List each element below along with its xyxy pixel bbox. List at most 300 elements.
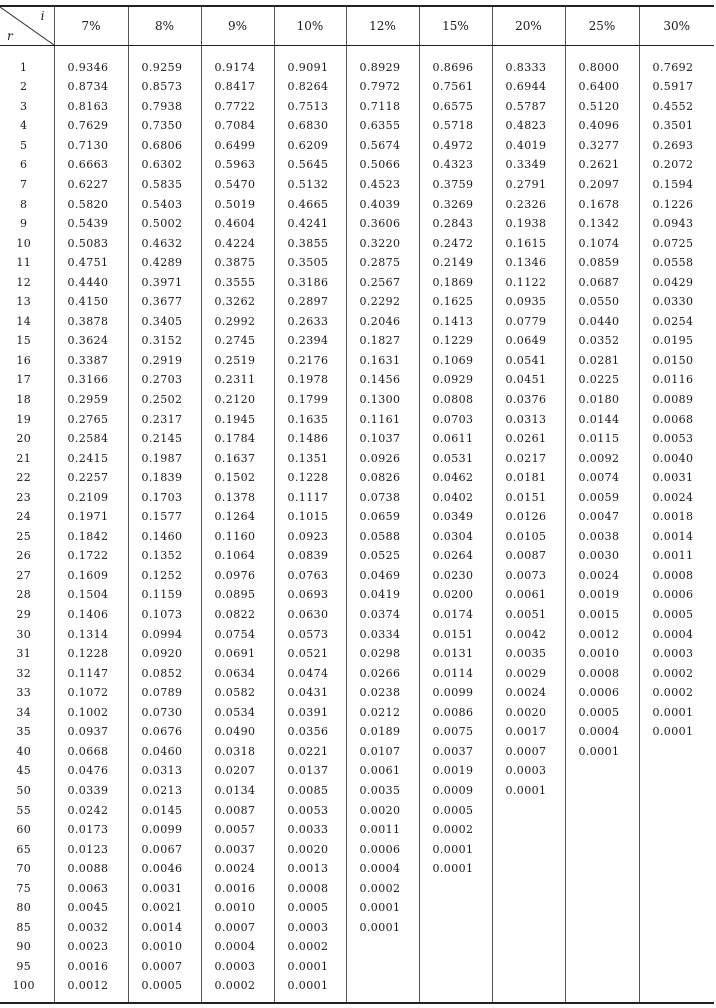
factor-cell: 0.0826 <box>346 468 419 488</box>
factor-cell: 0.7972 <box>346 77 419 97</box>
period-cell: 60 <box>16 823 32 837</box>
factor-cell <box>565 937 639 957</box>
period-cell: 95 <box>16 959 32 973</box>
factor-cell: 0.0738 <box>346 487 419 507</box>
table-row <box>0 742 714 762</box>
factor-cell: 0.1159 <box>128 585 201 605</box>
factor-cell: 0.0024 <box>201 859 274 879</box>
factor-cell: 0.4323 <box>419 155 492 175</box>
period-cell: 11 <box>16 256 32 270</box>
period-cell: 16 <box>16 353 32 367</box>
table-row <box>0 644 714 664</box>
factor-cell: 0.4665 <box>274 194 346 214</box>
factor-cell: 0.0002 <box>639 663 714 683</box>
factor-cell: 0.4632 <box>128 233 201 253</box>
period-cell: 15 <box>16 334 32 348</box>
factor-cell: 0.0031 <box>128 878 201 898</box>
factor-cell <box>565 976 639 1003</box>
factor-cell <box>639 898 714 918</box>
factor-cell: 0.0002 <box>346 878 419 898</box>
table-row <box>0 605 714 625</box>
factor-cell: 0.2745 <box>201 331 274 351</box>
factor-cell <box>492 898 565 918</box>
factor-cell: 0.4039 <box>346 194 419 214</box>
factor-cell <box>565 918 639 938</box>
factor-cell: 0.0092 <box>565 448 639 468</box>
factor-cell: 0.2326 <box>492 194 565 214</box>
factor-cell: 0.0105 <box>492 527 565 547</box>
factor-cell: 0.2097 <box>565 175 639 195</box>
factor-cell: 0.0010 <box>201 898 274 918</box>
factor-cell: 0.0754 <box>201 624 274 644</box>
factor-cell: 0.0087 <box>201 800 274 820</box>
factor-cell: 0.1460 <box>128 527 201 547</box>
factor-cell: 0.7130 <box>54 136 128 156</box>
factor-cell: 0.0009 <box>419 781 492 801</box>
factor-cell: 0.3501 <box>639 116 714 136</box>
period-cell: 17 <box>16 373 32 387</box>
period-cell: 55 <box>16 803 32 817</box>
factor-cell: 0.2703 <box>128 370 201 390</box>
factor-cell <box>639 820 714 840</box>
factor-cell: 0.0134 <box>201 781 274 801</box>
period-cell: 45 <box>16 764 32 778</box>
factor-cell: 0.0173 <box>54 820 128 840</box>
period-cell: 23 <box>16 490 32 504</box>
factor-cell: 0.0451 <box>492 370 565 390</box>
factor-cell: 0.8163 <box>54 97 128 117</box>
factor-cell: 0.3262 <box>201 292 274 312</box>
factor-cell: 0.0895 <box>201 585 274 605</box>
factor-cell: 0.7118 <box>346 97 419 117</box>
factor-cell: 0.1264 <box>201 507 274 527</box>
factor-cell: 0.8573 <box>128 77 201 97</box>
factor-cell: 0.6302 <box>128 155 201 175</box>
period-cell: 10 <box>16 236 32 250</box>
factor-cell: 0.0012 <box>565 624 639 644</box>
table-row <box>0 781 714 801</box>
factor-cell: 0.0031 <box>639 468 714 488</box>
factor-cell: 0.0150 <box>639 351 714 371</box>
factor-cell: 0.0131 <box>419 644 492 664</box>
factor-cell: 0.0007 <box>128 957 201 977</box>
factor-cell <box>639 976 714 1003</box>
table-row <box>0 155 714 175</box>
factor-cell <box>419 937 492 957</box>
factor-cell: 0.0016 <box>54 957 128 977</box>
factor-cell: 0.3405 <box>128 312 201 332</box>
table-row <box>0 898 714 918</box>
factor-cell <box>639 781 714 801</box>
factor-cell: 0.0440 <box>565 312 639 332</box>
table-row <box>0 703 714 723</box>
factor-cell: 0.1678 <box>565 194 639 214</box>
table-row <box>0 566 714 586</box>
factor-cell: 0.0099 <box>419 683 492 703</box>
factor-cell: 0.2633 <box>274 312 346 332</box>
factor-cell: 0.0145 <box>128 800 201 820</box>
factor-cell: 0.0151 <box>419 624 492 644</box>
factor-cell: 0.0217 <box>492 448 565 468</box>
factor-cell: 0.0474 <box>274 663 346 683</box>
factor-cell: 0.6209 <box>274 136 346 156</box>
factor-cell: 0.1869 <box>419 272 492 292</box>
factor-cell: 0.3349 <box>492 155 565 175</box>
factor-cell: 0.0001 <box>419 859 492 879</box>
factor-cell: 0.0151 <box>492 487 565 507</box>
factor-cell: 0.0038 <box>565 527 639 547</box>
factor-cell: 0.0001 <box>419 839 492 859</box>
factor-cell: 0.0476 <box>54 761 128 781</box>
factor-cell <box>419 918 492 938</box>
table-row <box>0 507 714 527</box>
factor-cell: 0.8333 <box>492 46 565 78</box>
factor-cell: 0.1228 <box>54 644 128 664</box>
factor-cell: 0.0008 <box>565 663 639 683</box>
factor-cell: 0.2311 <box>201 370 274 390</box>
factor-cell <box>346 957 419 977</box>
period-cell: 14 <box>16 314 32 328</box>
factor-cell: 0.7938 <box>128 97 201 117</box>
factor-cell <box>639 878 714 898</box>
factor-cell: 0.6227 <box>54 175 128 195</box>
factor-cell <box>639 937 714 957</box>
factor-cell: 0.0004 <box>639 624 714 644</box>
factor-cell: 0.4096 <box>565 116 639 136</box>
factor-cell: 0.0024 <box>565 566 639 586</box>
factor-cell: 0.0002 <box>419 820 492 840</box>
factor-cell: 0.0462 <box>419 468 492 488</box>
factor-cell: 0.1827 <box>346 331 419 351</box>
factor-cell: 0.8734 <box>54 77 128 97</box>
factor-cell: 0.0534 <box>201 703 274 723</box>
factor-cell: 0.0021 <box>128 898 201 918</box>
period-cell: 8 <box>20 197 28 211</box>
period-cell: 5 <box>20 138 28 152</box>
factor-cell: 0.1413 <box>419 312 492 332</box>
factor-cell: 0.6575 <box>419 97 492 117</box>
factor-cell: 0.0703 <box>419 409 492 429</box>
factor-cell: 0.2843 <box>419 214 492 234</box>
factor-cell: 0.0020 <box>274 839 346 859</box>
factor-cell: 0.3269 <box>419 194 492 214</box>
factor-cell: 0.6806 <box>128 136 201 156</box>
factor-cell: 0.0051 <box>492 605 565 625</box>
table-row <box>0 175 714 195</box>
factor-cell <box>565 781 639 801</box>
period-cell: 70 <box>16 862 32 876</box>
factor-cell <box>639 800 714 820</box>
factor-cell: 0.0099 <box>128 820 201 840</box>
factor-cell: 0.0020 <box>492 703 565 723</box>
table-row <box>0 272 714 292</box>
factor-cell: 0.0929 <box>419 370 492 390</box>
factor-cell: 0.0808 <box>419 390 492 410</box>
factor-cell: 0.0225 <box>565 370 639 390</box>
factor-cell: 0.0024 <box>639 487 714 507</box>
table-row <box>0 448 714 468</box>
factor-cell <box>565 957 639 977</box>
factor-cell: 0.2046 <box>346 312 419 332</box>
table-row <box>0 194 714 214</box>
period-cell: 19 <box>16 412 32 426</box>
factor-cell: 0.0230 <box>419 566 492 586</box>
column-header: 10% <box>274 6 346 46</box>
corner-label-i: i <box>40 9 45 23</box>
factor-cell: 0.0352 <box>565 331 639 351</box>
factor-cell: 0.8929 <box>346 46 419 78</box>
table-row <box>0 761 714 781</box>
factor-cell: 0.0469 <box>346 566 419 586</box>
factor-cell: 0.0298 <box>346 644 419 664</box>
factor-cell: 0.0266 <box>346 663 419 683</box>
factor-cell: 0.0063 <box>54 878 128 898</box>
period-cell: 33 <box>16 686 32 700</box>
factor-cell: 0.0137 <box>274 761 346 781</box>
factor-cell: 0.4552 <box>639 97 714 117</box>
factor-cell: 0.2693 <box>639 136 714 156</box>
factor-cell: 0.1037 <box>346 429 419 449</box>
factor-cell <box>565 820 639 840</box>
period-cell: 13 <box>16 295 32 309</box>
factor-cell: 0.3505 <box>274 253 346 273</box>
factor-cell <box>492 859 565 879</box>
factor-cell: 0.6400 <box>565 77 639 97</box>
column-header: 7% <box>54 6 128 46</box>
factor-cell: 0.1609 <box>54 566 128 586</box>
period-cell: 29 <box>16 608 32 622</box>
factor-cell: 0.7350 <box>128 116 201 136</box>
factor-cell: 0.0003 <box>639 644 714 664</box>
factor-cell: 0.5963 <box>201 155 274 175</box>
factor-cell: 0.0189 <box>346 722 419 742</box>
factor-cell: 0.1978 <box>274 370 346 390</box>
factor-cell: 0.0180 <box>565 390 639 410</box>
factor-cell: 0.1351 <box>274 448 346 468</box>
table-row <box>0 918 714 938</box>
factor-cell: 0.0402 <box>419 487 492 507</box>
factor-cell: 0.2992 <box>201 312 274 332</box>
factor-cell: 0.0460 <box>128 742 201 762</box>
period-cell: 1 <box>20 61 28 74</box>
table-row <box>0 214 714 234</box>
factor-cell: 0.0005 <box>419 800 492 820</box>
factor-cell: 0.0004 <box>346 859 419 879</box>
factor-cell: 0.0318 <box>201 742 274 762</box>
table-row <box>0 487 714 507</box>
factor-cell: 0.0789 <box>128 683 201 703</box>
factor-cell: 0.0725 <box>639 233 714 253</box>
present-value-factor-table <box>0 5 714 1004</box>
factor-cell: 0.6499 <box>201 136 274 156</box>
factor-cell: 0.1631 <box>346 351 419 371</box>
factor-cell <box>639 918 714 938</box>
table-row <box>0 77 714 97</box>
factor-cell: 0.0011 <box>346 820 419 840</box>
factor-cell: 0.1938 <box>492 214 565 234</box>
table-row <box>0 429 714 449</box>
period-cell: 28 <box>16 588 32 602</box>
factor-cell: 0.0019 <box>419 761 492 781</box>
factor-cell: 0.0042 <box>492 624 565 644</box>
factor-cell <box>419 976 492 1003</box>
factor-cell: 0.1073 <box>128 605 201 625</box>
factor-cell: 0.0356 <box>274 722 346 742</box>
factor-cell <box>419 957 492 977</box>
table-row <box>0 468 714 488</box>
factor-cell: 0.0200 <box>419 585 492 605</box>
factor-cell: 0.3875 <box>201 253 274 273</box>
table-row <box>0 722 714 742</box>
factor-cell: 0.3855 <box>274 233 346 253</box>
table-row <box>0 546 714 566</box>
period-cell: 20 <box>16 432 32 446</box>
column-header: 15% <box>419 6 492 46</box>
factor-cell: 0.1229 <box>419 331 492 351</box>
period-cell: 75 <box>16 881 32 895</box>
factor-cell: 0.1228 <box>274 468 346 488</box>
factor-cell <box>492 918 565 938</box>
factor-cell: 0.2502 <box>128 390 201 410</box>
factor-cell: 0.0763 <box>274 566 346 586</box>
factor-cell: 0.1594 <box>639 175 714 195</box>
factor-cell: 0.5132 <box>274 175 346 195</box>
period-cell: 22 <box>16 471 32 485</box>
factor-cell: 0.1625 <box>419 292 492 312</box>
factor-cell: 0.0047 <box>565 507 639 527</box>
factor-cell: 0.5439 <box>54 214 128 234</box>
factor-cell: 0.0181 <box>492 468 565 488</box>
factor-cell: 0.0013 <box>274 859 346 879</box>
table-row <box>0 390 714 410</box>
period-cell: 7 <box>20 178 28 191</box>
factor-cell: 0.0261 <box>492 429 565 449</box>
period-cell: 12 <box>16 275 32 289</box>
factor-cell <box>419 878 492 898</box>
factor-cell: 0.1799 <box>274 390 346 410</box>
table-row <box>0 370 714 390</box>
factor-cell: 0.4972 <box>419 136 492 156</box>
factor-cell: 0.0852 <box>128 663 201 683</box>
factor-cell: 0.6663 <box>54 155 128 175</box>
factor-cell: 0.1074 <box>565 233 639 253</box>
factor-cell: 0.0035 <box>346 781 419 801</box>
factor-cell: 0.3152 <box>128 331 201 351</box>
factor-cell: 0.1703 <box>128 487 201 507</box>
factor-cell: 0.2621 <box>565 155 639 175</box>
factor-cell: 0.0008 <box>274 878 346 898</box>
factor-cell: 0.0068 <box>639 409 714 429</box>
factor-cell: 0.0238 <box>346 683 419 703</box>
factor-cell: 0.0691 <box>201 644 274 664</box>
factor-cell: 0.0032 <box>54 918 128 938</box>
factor-cell: 0.0019 <box>565 585 639 605</box>
factor-cell: 0.0144 <box>565 409 639 429</box>
factor-cell: 0.0074 <box>565 468 639 488</box>
factor-cell: 0.1160 <box>201 527 274 547</box>
factor-cell: 0.4150 <box>54 292 128 312</box>
factor-cell: 0.0254 <box>639 312 714 332</box>
factor-cell: 0.0935 <box>492 292 565 312</box>
factor-cell <box>565 839 639 859</box>
table-row <box>0 97 714 117</box>
factor-cell: 0.1346 <box>492 253 565 273</box>
factor-cell: 0.3166 <box>54 370 128 390</box>
table-row <box>0 683 714 703</box>
factor-cell: 0.3277 <box>565 136 639 156</box>
factor-cell: 0.0431 <box>274 683 346 703</box>
factor-cell: 0.1406 <box>54 605 128 625</box>
factor-cell: 0.0033 <box>274 820 346 840</box>
factor-cell: 0.2120 <box>201 390 274 410</box>
table-row <box>0 46 714 78</box>
factor-cell: 0.1635 <box>274 409 346 429</box>
factor-cell: 0.0005 <box>639 605 714 625</box>
table-row <box>0 527 714 547</box>
factor-cell: 0.1577 <box>128 507 201 527</box>
table-row <box>0 136 714 156</box>
factor-cell: 0.4604 <box>201 214 274 234</box>
period-cell: 6 <box>20 158 28 172</box>
column-header: 8% <box>128 6 201 46</box>
factor-cell: 0.1147 <box>54 663 128 683</box>
factor-cell: 0.0582 <box>201 683 274 703</box>
table-row <box>0 585 714 605</box>
period-cell: 90 <box>16 940 32 954</box>
factor-cell: 0.2149 <box>419 253 492 273</box>
factor-cell: 0.0313 <box>128 761 201 781</box>
factor-cell: 0.0067 <box>128 839 201 859</box>
factor-cell: 0.0107 <box>346 742 419 762</box>
factor-cell <box>565 761 639 781</box>
factor-cell: 0.1842 <box>54 527 128 547</box>
factor-cell: 0.0859 <box>565 253 639 273</box>
column-header: 20% <box>492 6 565 46</box>
table-row <box>0 839 714 859</box>
period-cell: 18 <box>16 393 32 407</box>
factor-cell <box>492 976 565 1003</box>
factor-cell: 0.0490 <box>201 722 274 742</box>
factor-cell: 0.0014 <box>639 527 714 547</box>
period-cell: 24 <box>16 510 32 524</box>
factor-cell: 0.0943 <box>639 214 714 234</box>
factor-cell: 0.7084 <box>201 116 274 136</box>
factor-cell: 0.0349 <box>419 507 492 527</box>
factor-cell: 0.0212 <box>346 703 419 723</box>
factor-cell <box>492 937 565 957</box>
factor-cell: 0.0002 <box>639 683 714 703</box>
factor-cell: 0.6830 <box>274 116 346 136</box>
factor-cell: 0.5002 <box>128 214 201 234</box>
factor-cell: 0.7722 <box>201 97 274 117</box>
period-cell: 85 <box>16 920 32 934</box>
factor-cell: 0.1378 <box>201 487 274 507</box>
factor-cell: 0.1987 <box>128 448 201 468</box>
factor-cell: 0.0011 <box>639 546 714 566</box>
factor-cell: 0.0174 <box>419 605 492 625</box>
factor-cell: 0.1971 <box>54 507 128 527</box>
factor-cell: 0.0010 <box>565 644 639 664</box>
table-row <box>0 937 714 957</box>
factor-cell: 0.1352 <box>128 546 201 566</box>
period-cell: 21 <box>16 451 32 465</box>
factor-cell: 0.3387 <box>54 351 128 371</box>
factor-cell: 0.0004 <box>201 937 274 957</box>
factor-cell: 0.3555 <box>201 272 274 292</box>
factor-cell: 0.0003 <box>201 957 274 977</box>
factor-cell: 0.0006 <box>346 839 419 859</box>
factor-cell: 0.0023 <box>54 937 128 957</box>
